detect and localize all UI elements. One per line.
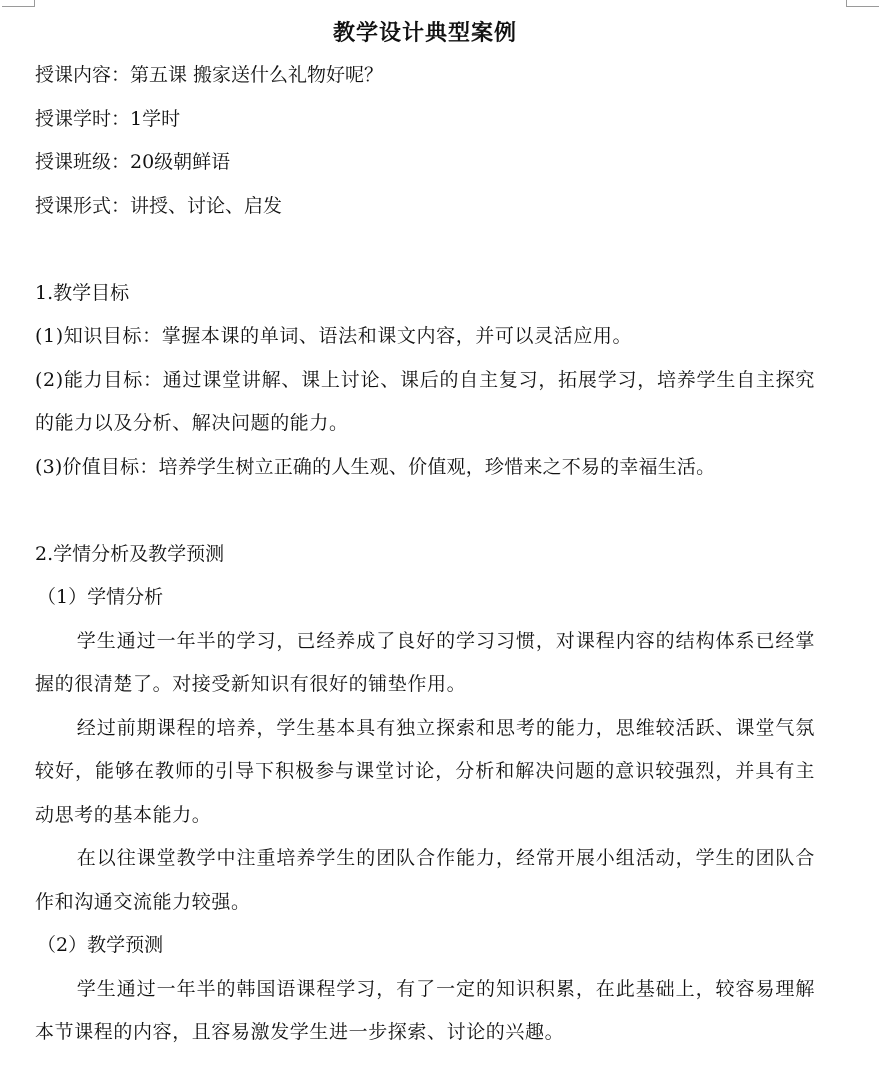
analysis-paragraph: 学生通过一年半的学习，已经养成了良好的学习习惯，对课程内容的结构体系已经掌握的很清楚了。对接受新知识有很好的铺垫作用。 [35, 629, 815, 695]
info-class: 授课班级：20级朝鲜语 [35, 151, 231, 173]
spacer [35, 228, 815, 272]
info-format: 授课形式：讲授、讨论、启发 [35, 194, 283, 217]
document-title: 教学设计典型案例 [332, 21, 517, 46]
document-page [35, 14, 815, 1055]
analysis-paragraph: 经过前期课程的培养，学生基本具有独立探索和思考的能力，思维较活跃、课堂气氛较好，能够在教师的引导下积极参与课堂讨论，分析和解决问题的意识较强烈，并具有主动思考的基本能力。 [35, 716, 815, 826]
section1-heading: 1.教学目标 [35, 281, 130, 304]
spacer [35, 489, 815, 533]
section2-heading: 2.学情分析及教学预测 [35, 542, 225, 565]
goal-value: (3)价值目标：培养学生树立正确的人生观、价值观，珍惜来之不易的幸福生活。 [35, 455, 716, 478]
analysis-paragraph: 在以往课堂教学中注重培养学生的团队合作能力，经常开展小组活动，学生的团队合作和沟通交流能力较强。 [35, 847, 815, 913]
goal-knowledge: (1)知识目标：掌握本课的单词、语法和课文内容，并可以灵活应用。 [35, 325, 633, 347]
page-corner-mark-right [846, 0, 879, 7]
prediction-paragraph: 学生通过一年半的韩国语课程学习，有了一定的知识积累，在此基础上，较容易理解本节课程的内容，且容易激发学生进一步探索、讨论的兴趣。 [35, 977, 815, 1043]
goal-ability: (2)能力目标：通过课堂讲解、课上讨论、课后的自主复习，拓展学习，培养学生自主探究的能力以及分析、解决问题的能力。 [35, 368, 815, 434]
info-hours: 授课学时：1学时 [35, 107, 181, 130]
page-corner-mark-left [2, 0, 35, 7]
info-content: 授课内容：第五课 搬家送什么礼物好呢？ [35, 64, 384, 86]
subsection-prediction-heading: （2）教学预测 [37, 934, 164, 956]
subsection-analysis-heading: （1）学情分析 [37, 586, 164, 608]
